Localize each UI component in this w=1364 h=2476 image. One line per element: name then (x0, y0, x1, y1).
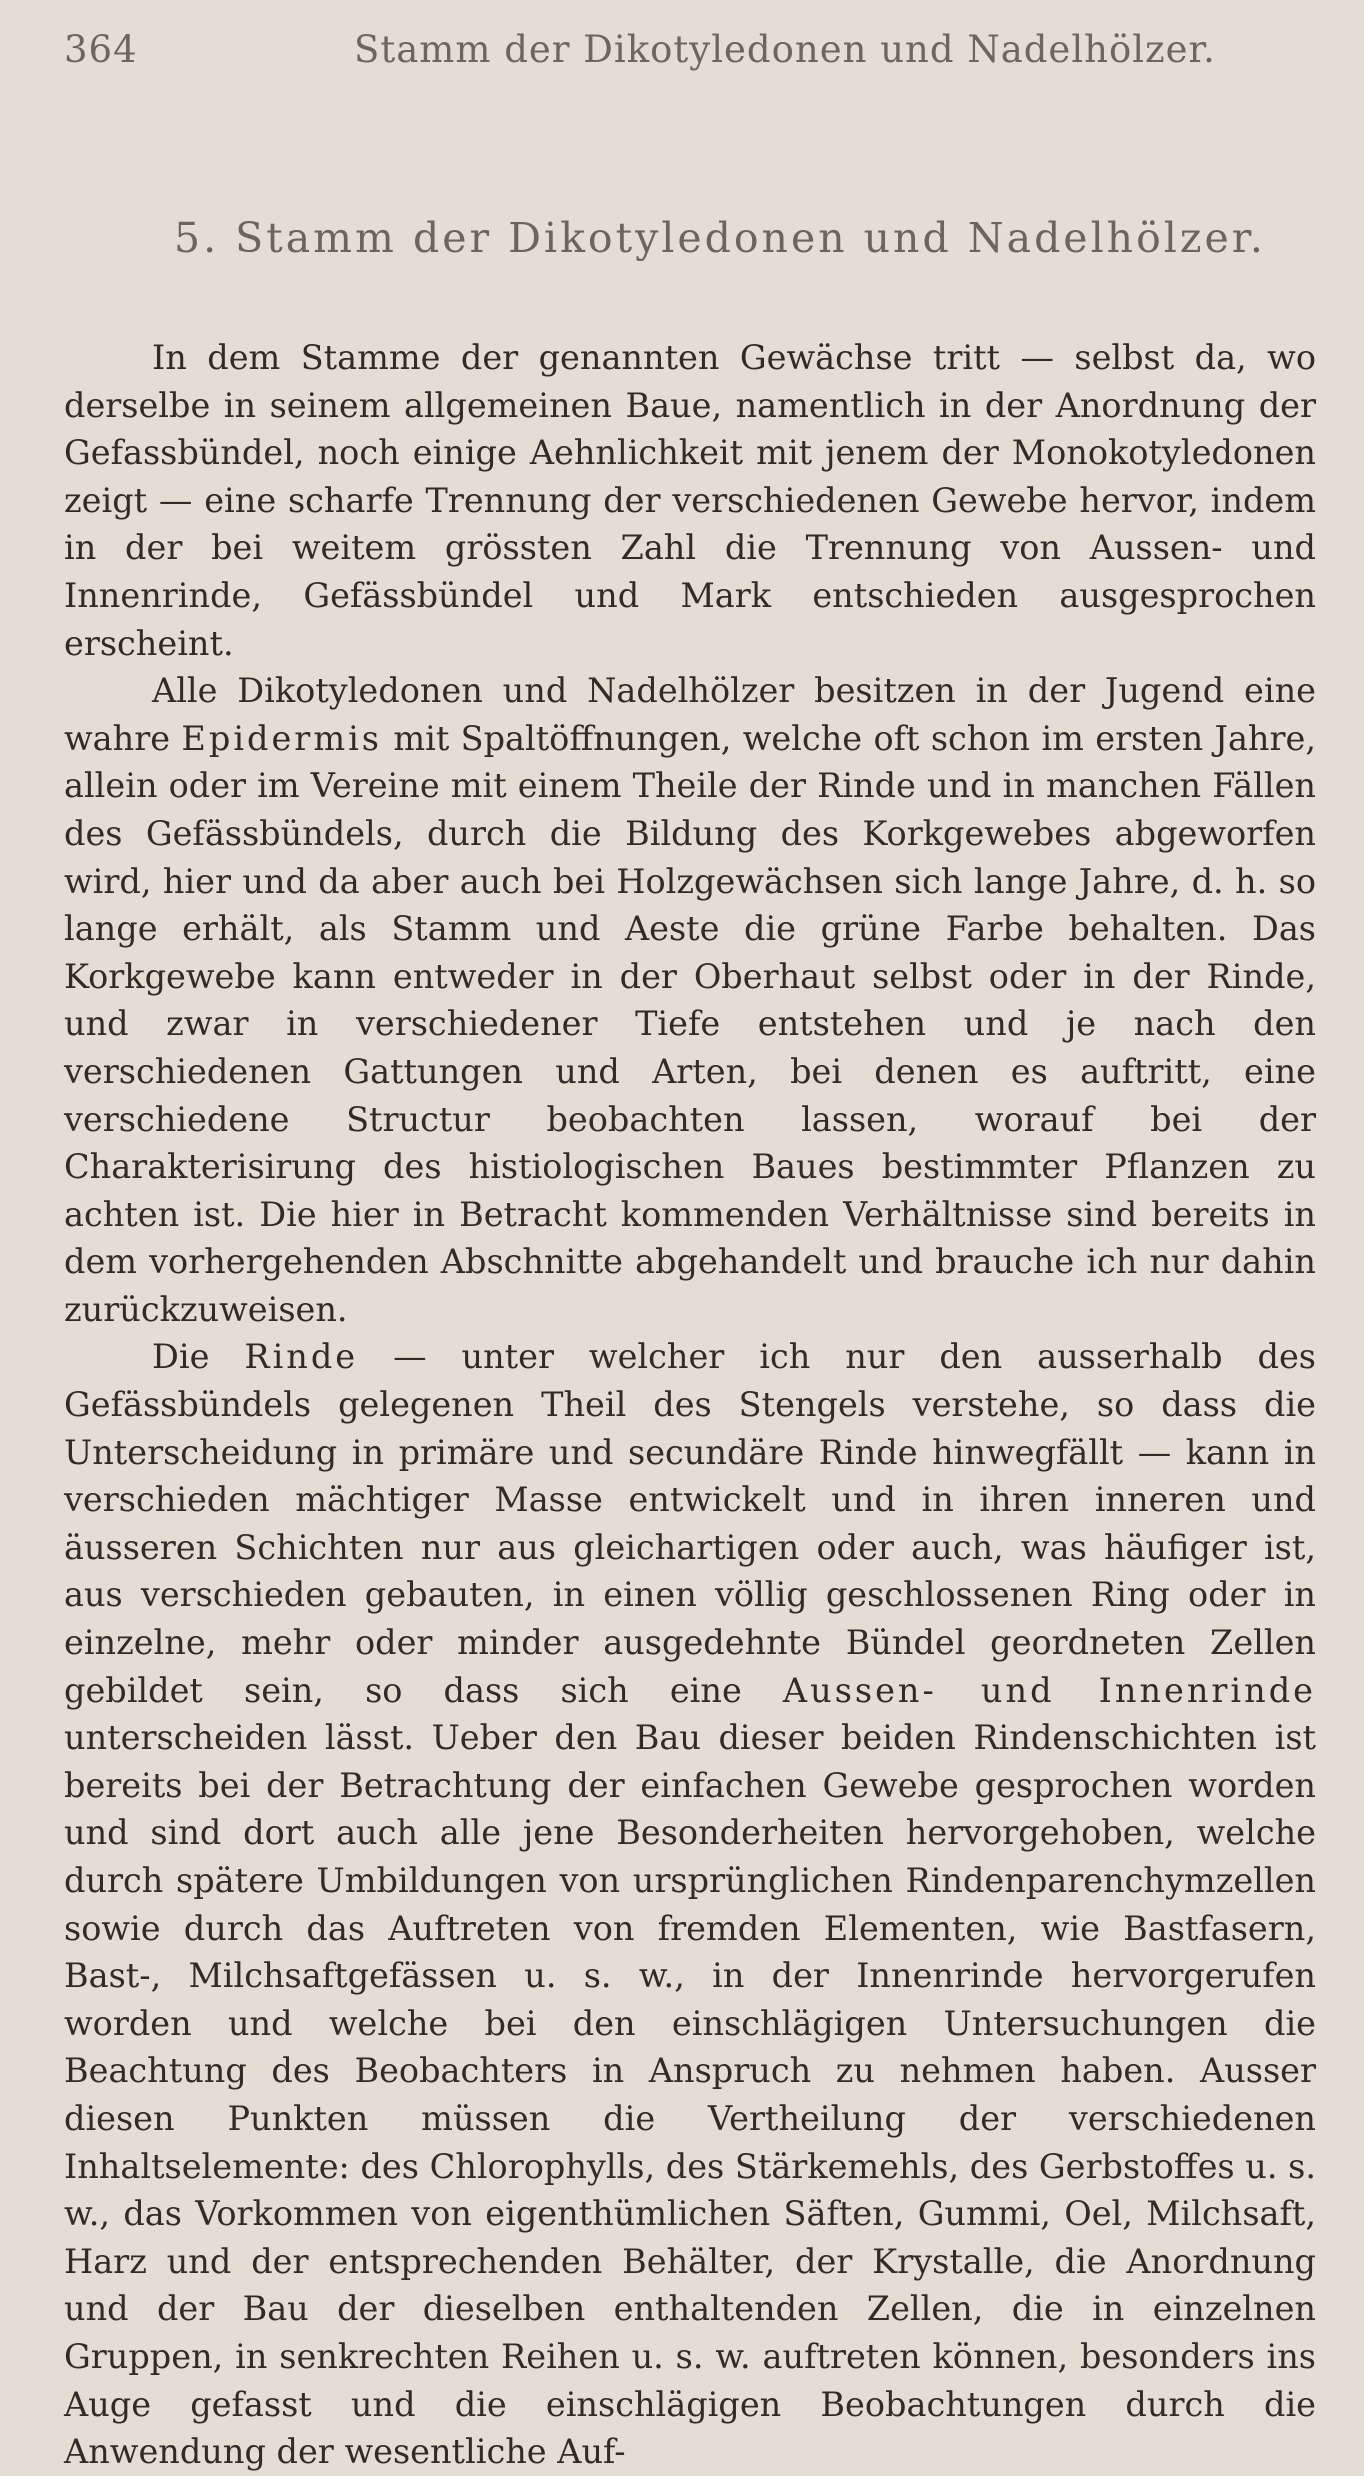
body-text (64, 334, 1316, 2476)
paragraph-2-lead: Alle Dikotyledonen und Nadelhölzer besitzen in der Jugend eine wahre (64, 671, 1316, 758)
page-number: 364 (64, 28, 138, 71)
section-title: 5. Stamm der Dikotyledonen und Nadelhölzer. (174, 214, 1266, 262)
paragraph-1: In dem Stamme der genannten Gewächse tritt — selbst da, wo derselbe in seinem allgemeinen Baue, namentlich in der Anordnung der Gefassbündel, noch einige Aehnlichkeit mit jenem der Monokotyledonen zeigt — eine scharfe Trennung der verschiedenen Gewebe hervor, indem in der bei weitem grössten Zahl die Trennung von Aussen- und Innenrinde, Gefässbündel und Mark entschieden ausgesprochen erscheint. (64, 338, 1316, 663)
term-rinde: Rinde (244, 1337, 359, 1377)
term-epidermis: Epidermis (181, 718, 382, 758)
paragraph-2 (64, 667, 1316, 1333)
paragraph-3-lead: Die (152, 1337, 245, 1377)
paragraph-3-rest: unterscheiden lässt. Ueber den Bau dieser beiden Rindenschichten ist bereits bei der Betrachtung der einfachen Gewebe gesprochen worden und sind dort auch alle jene Besonderheiten hervorgehoben, welche durch spätere Umbildungen von ursprünglichen Rindenparenchymzellen sowie durch das Auftreten von fremden Elementen, wie Bastfasern, Bast-, Milchsaftgefässen u. s. w., in der Innenrinde hervorgerufen worden und welche bei den einschlägigen Untersuchungen die Beachtung des Beobachters in Anspruch zu nehmen haben. Ausser diesen Punkten müssen die Vertheilung der verschiedenen Inhaltselemente: des Chlorophylls, des Stärkemehls, des Gerbstoffes u. s. w., das Vorkommen von eigenthümlichen Säften, Gummi, Oel, Milchsaft, Harz und der entsprechenden Behälter, der Krystalle, die Anordnung und der Bau der dieselben enthaltenden Zellen, die in einzelnen Gruppen, in senkrechten Reihen u. s. w. auftreten können, besonders ins Auge gefasst und die einschlägigen Beobachtungen durch die Anwendung der wesentliche Auf- (64, 1718, 1316, 2472)
paragraph-2-rest: mit Spaltöffnungen, welche oft schon im ersten Jahre, allein oder im Vereine mit einem Theile der Rinde und in manchen Fällen des Gefässbündels, durch die Bildung des Korkgewebes abgeworfen wird, hier und da aber auch bei Holzgewächsen sich lange Jahre, d. h. so lange erhält, als Stamm und Aeste die grüne Farbe behalten. Das Korkgewebe kann entweder in der Oberhaut selbst oder in der Rinde, und zwar in verschiedener Tiefe entstehen und je nach den verschiedenen Gattungen und Arten, bei denen es auftritt, eine verschiedene Structur beobachten lassen, worauf bei der Charakterisirung des histiologischen Baues bestimmter Pflanzen zu achten ist. Die hier in Betracht kommenden Verhältnisse sind bereits in dem vorhergehenden Abschnitte abgehandelt und brauche ich nur dahin zurückzuweisen. (64, 718, 1316, 1329)
running-title: Stamm der Dikotyledonen und Nadelhölzer. (354, 28, 1216, 71)
paragraph-3-middle: — unter welcher ich nur den ausserhalb des Gefässbündels gelegenen Theil des Stengels verstehe, so dass die Unterscheidung in primäre und secundäre Rinde hinwegfällt — kann in verschieden mächtiger Masse entwickelt und in ihren inneren und äusseren Schichten nur aus gleichartigen oder auch, was häufiger ist, aus verschieden gebauten, in einen völlig geschlossenen Ring oder in einzelne, mehr oder minder ausgedehnte Bündel geordneten Zellen gebildet sein, so dass sich eine (64, 1337, 1316, 1710)
paragraph-3 (64, 1333, 1316, 2475)
running-head (64, 28, 1316, 78)
term-aussen-innenrinde: Aussen- und Innenrinde (782, 1670, 1316, 1710)
